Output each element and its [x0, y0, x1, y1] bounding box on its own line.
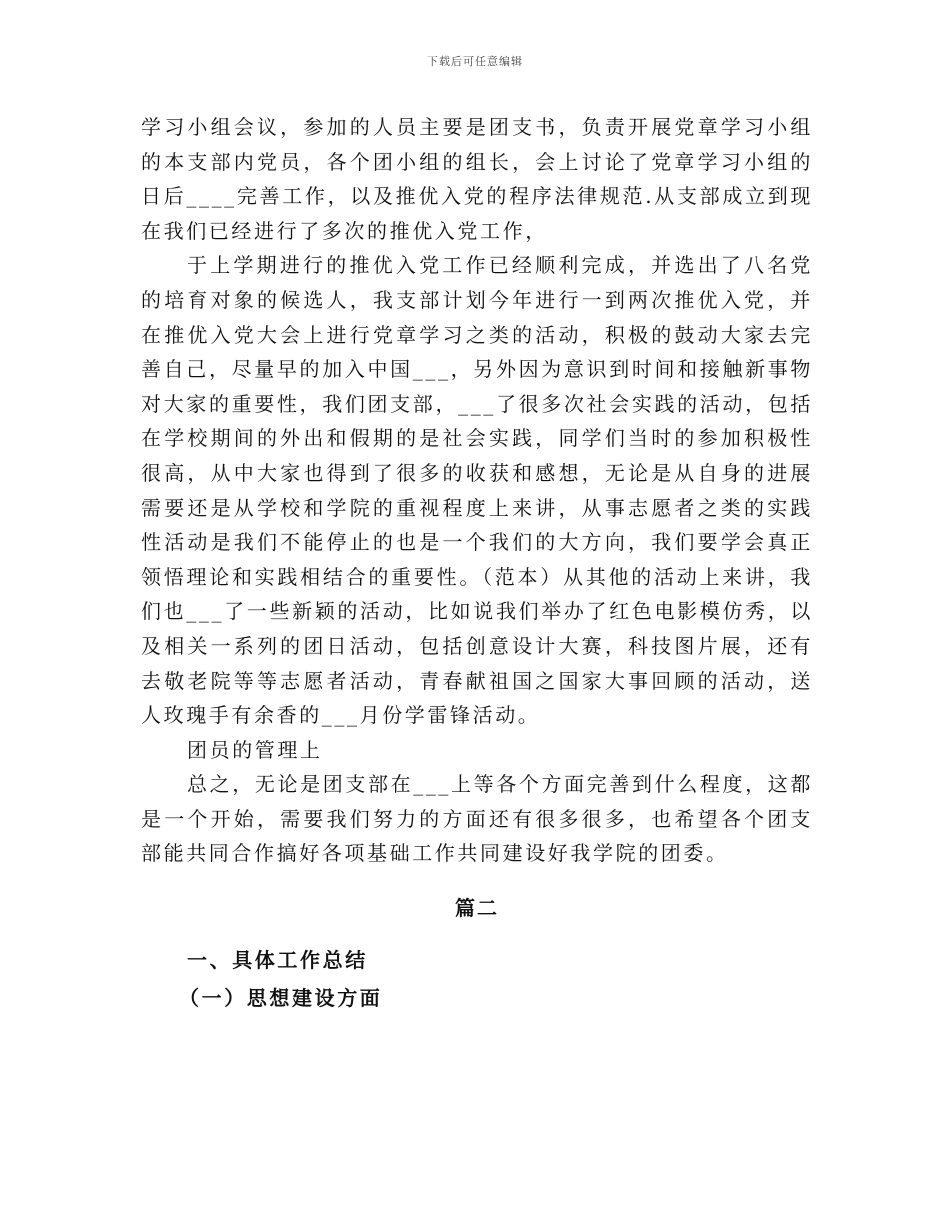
page-header-note: 下载后可任意编辑	[427, 55, 523, 68]
paragraph-2: 于上学期进行的推优入党工作已经顺利完成，并选出了八名党的培育对象的候选人，我支部计划今年进行一到两次推优入党，并在推优入党大会上进行党章学习之类的活动，积极的鼓动大家去完善自己，尽量早的加入中国___，另外因为意识到时间和接触新事物对大家的重要性，我们团支部，___了很多次社会实践的活动，包括在学校期间的外出和假期的是社会实践，同学们当时的参加积极性很高，从中大家也得到了很多的收获和感想，无论是从自身的进展需要还是从学校和学院的重视程度上来讲，从事志愿者之类的实践性活动是我们不能停止的也是一个我们的大方向，我们要学会真正领悟理论和实践相结合的重要性。（范本）从其他的活动上来讲，我们也___了一些新颖的活动，比如说我们举办了红色电影模仿秀，以及相关一系列的团日活动，包括创意设计大赛，科技图片展，还有去敬老院等等志愿者活动，青春献祖国之国家大事回顾的活动，送人玫瑰手有余香的___月份学雷锋活动。	[141, 253, 813, 728]
paragraph-4: 总之，无论是团支部在___上等各个方面完善到什么程度，这都是一个开始，需要我们努力的方面还有很多很多，也希望各个团支部能共同合作搞好各项基础工作共同建设好我学院的团委。	[141, 772, 813, 866]
document-body	[141, 110, 813, 1015]
paragraph-3: 团员的管理上	[187, 737, 323, 762]
heading-level-1: 一、具体工作总结	[187, 948, 368, 973]
section-title: 篇二	[455, 896, 499, 921]
heading-level-2: （一）思想建设方面	[179, 986, 383, 1011]
paragraph-1: 学习小组会议，参加的人员主要是团支书，负责开展党章学习小组的本支部内党员，各个团小组的组长，会上讨论了党章学习小组的日后____完善工作，以及推优入党的程序法律规范.从支部成立到现在我们已经进行了多次的推优入党工作，	[141, 115, 813, 243]
